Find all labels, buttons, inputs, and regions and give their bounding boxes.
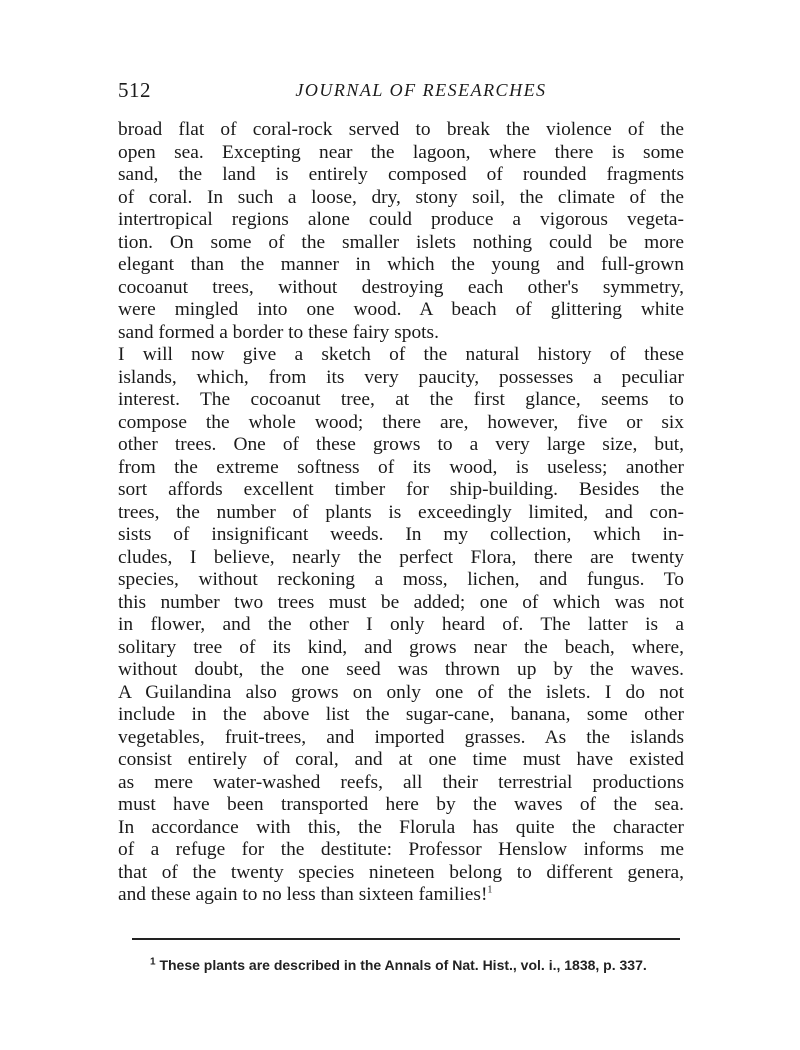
text-line: from the extreme softness of its wood, is useless; another (118, 456, 684, 478)
text-line: intertropical regions alone could produce a vigorous vegeta- (118, 209, 684, 230)
text-line: In accordance with this, the Florula has quite the character (118, 816, 684, 838)
text-line: open sea. Excepting near the lagoon, where there is some (118, 141, 684, 163)
text-line: solitary tree of its kind, and grows near the beach, where, (118, 636, 684, 658)
text-line: A Guilandina also grows on only one of the islets. I do not (118, 681, 684, 703)
text-line: were mingled into one wood. A beach of glittering white (118, 299, 684, 320)
footnote-reference[interactable]: 1 (487, 884, 493, 896)
text-line: consist entirely of coral, and at one time must have existed (118, 749, 684, 770)
text-line: interest. The cocoanut tree, at the first glance, seems to (118, 389, 684, 410)
text-line: that of the twenty species nineteen belong to different genera, (118, 861, 684, 883)
text-line-with-footnote-ref (118, 884, 684, 907)
text-line: of coral. In such a loose, dry, stony soil, the climate of the (118, 186, 684, 208)
body-text (118, 119, 684, 907)
text-line: this number two trees must be added; one of which was not (118, 591, 684, 613)
text-line: in flower, and the other I only heard of. The latter is a (118, 614, 684, 635)
page-number: 512 (118, 78, 151, 102)
text-line: as mere water-washed reefs, all their terrestrial productions (118, 771, 684, 793)
text-line: species, without reckoning a moss, lichen, and fungus. To (118, 569, 684, 590)
footnote-text: These plants are described in the Annals of Nat. Hist., vol. i., 1838, p. 337. (159, 957, 647, 973)
text-line: sand, the land is entirely composed of rounded fragments (118, 164, 684, 185)
footnote-rule (132, 938, 680, 940)
text-line: sort affords excellent timber for ship-building. Besides the (118, 479, 684, 500)
text-line: cocoanut trees, without destroying each other's symmetry, (118, 276, 684, 298)
text-line: islands, which, from its very paucity, possesses a peculiar (118, 366, 684, 388)
text-line: sand formed a border to these fairy spots. (118, 321, 439, 343)
text-line: vegetables, fruit-trees, and imported grasses. As the islands (118, 726, 684, 748)
text-line: other trees. One of these grows to a very large size, but, (118, 434, 684, 455)
text-line: broad flat of coral-rock served to break the violence of the (118, 119, 684, 140)
running-head (118, 78, 684, 108)
text-line: of a refuge for the destitute: Professor Henslow informs me (118, 839, 684, 860)
text-line: must have been transported here by the waves of the sea. (118, 794, 684, 815)
text-line-content: and these again to no less than sixteen families! (118, 884, 488, 905)
text-line: include in the above list the sugar-cane, banana, some other (118, 704, 684, 725)
footnote (150, 957, 690, 973)
paragraph-first-line: I will now give a sketch of the natural history of these (118, 344, 684, 365)
text-line: compose the whole wood; there are, however, five or six (118, 411, 684, 433)
text-line: elegant than the manner in which the young and full-grown (118, 254, 684, 275)
text-line: without doubt, the one seed was thrown up by the waves. (118, 659, 684, 680)
text-line: trees, the number of plants is exceedingly limited, and con- (118, 501, 684, 523)
running-title: JOURNAL OF RESEARCHES (295, 80, 547, 100)
text-line: tion. On some of the smaller islets nothing could be more (118, 231, 684, 253)
text-line: sists of insignificant weeds. In my collection, which in- (118, 524, 684, 545)
text-line: cludes, I believe, nearly the perfect Flora, there are twenty (118, 546, 684, 568)
footnote-marker: 1 (150, 956, 156, 968)
